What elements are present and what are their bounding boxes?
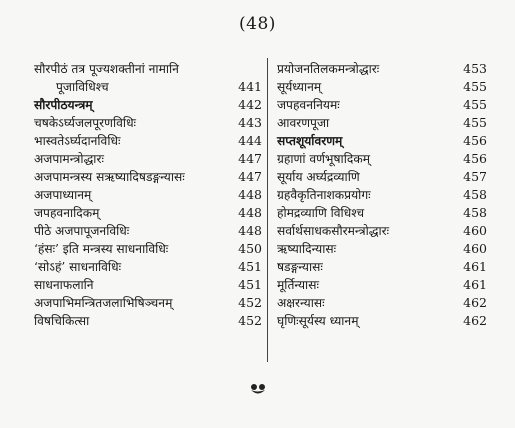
ornament-icon <box>0 380 515 399</box>
toc-entry <box>34 150 262 168</box>
toc-entry-title: ‘हंसः’ इति मन्त्रस्य साधनाविधिः <box>34 242 169 256</box>
toc-entry-page: 441 <box>238 79 262 94</box>
toc-entry-page: 462 <box>463 313 487 328</box>
toc-entry-title: विषचिकित्सा <box>34 314 90 328</box>
toc-entry-page: 461 <box>463 277 487 292</box>
toc-entry-page: 448 <box>238 187 262 202</box>
toc-entry-title: अजपाभिमन्त्रितजलाभिषिञ्चनम् <box>34 296 173 310</box>
toc-entry-title: सौरपीठं तत्र पूज्यशक्तीनां नामानि <box>34 62 179 76</box>
toc-entry <box>34 114 262 132</box>
toc-entry-title: ग्रहाणां वर्णभूषादिकम् <box>277 152 370 166</box>
toc-entry-page: 452 <box>238 295 262 310</box>
toc-entry-title: पीठे अजपापूजनविधिः <box>34 224 130 238</box>
toc-entry-title: अजपामन्त्रस्य सऋष्यादिषडङ्गन्यासः <box>34 170 185 184</box>
toc-entry-page: 455 <box>463 115 487 130</box>
toc-entry-page: 451 <box>238 277 262 292</box>
toc-entry-title: षडङ्गन्यासः <box>277 260 323 274</box>
toc-entry-page: 455 <box>463 97 487 112</box>
toc-entry-title: पूजाविधिश्च <box>56 80 109 94</box>
toc-entry <box>277 294 487 312</box>
toc-entry-title: सप्तशूर्यावरणम् <box>277 134 343 148</box>
toc-entry-title: ऋष्यादिन्यासः <box>277 242 337 256</box>
toc-entry <box>277 204 487 222</box>
toc-left-column <box>34 60 262 330</box>
toc-entry-page: 458 <box>463 205 487 220</box>
toc-entry-page: 447 <box>238 169 262 184</box>
toc-entry-title: अक्षरन्यासः <box>277 296 325 310</box>
toc-entry-page: 457 <box>463 169 487 184</box>
toc-entry <box>277 60 487 78</box>
toc-entry-page: 462 <box>463 295 487 310</box>
toc-entry <box>34 60 262 78</box>
toc-entry-page: 450 <box>238 241 262 256</box>
toc-entry-page: 448 <box>238 205 262 220</box>
toc-entry <box>277 186 487 204</box>
toc-entry <box>34 204 262 222</box>
toc-entry-page: 444 <box>238 133 262 148</box>
toc-entry-title: घृणिःसूर्यस्य ध्यानम् <box>277 314 359 328</box>
toc-right-column <box>277 60 487 330</box>
toc-entry-page: 460 <box>463 241 487 256</box>
toc-entry-page: 461 <box>463 259 487 274</box>
toc-entry-title: प्रयोजनतिलकमन्त्रोद्धारः <box>277 62 380 76</box>
page-number: (48) <box>239 14 276 34</box>
toc-entry <box>277 78 487 96</box>
toc-entry <box>277 240 487 258</box>
toc-entry-title: ग्रहवैकृतिनाशकप्रयोगः <box>277 188 371 202</box>
toc-entry-title: आवरणपूजा <box>277 116 330 130</box>
toc-entry-title: सौरपीठयन्त्रम् <box>34 98 93 112</box>
toc-entry <box>34 294 262 312</box>
toc-entry <box>277 258 487 276</box>
toc-entry-title: साधनाफलानि <box>34 278 94 292</box>
toc-entry <box>34 132 262 150</box>
toc-entry <box>277 96 487 114</box>
toc-entry <box>277 168 487 186</box>
toc-entry-page: 448 <box>238 223 262 238</box>
toc-entry <box>277 132 487 150</box>
toc-entry <box>277 114 487 132</box>
toc-entry-page: 460 <box>463 223 487 238</box>
toc-entry <box>34 276 262 294</box>
toc-entry-title: होमद्रव्याणि विधिश्च <box>277 206 365 220</box>
toc-entry-title: सर्वार्थसाधकसौरमन्त्रोद्धारः <box>277 224 390 238</box>
toc-entry <box>277 312 487 330</box>
toc-entry-page: 458 <box>463 187 487 202</box>
toc-entry-page: 451 <box>238 259 262 274</box>
toc-entry-page: 453 <box>463 61 487 76</box>
toc-entry-title: भास्वतेऽर्घ्यदानविधिः <box>34 134 121 148</box>
column-divider <box>267 58 268 362</box>
toc-entry <box>277 222 487 240</box>
toc-entry-title: ‘सोऽहं’ साधनाविधिः <box>34 260 122 274</box>
toc-entry-page: 443 <box>238 115 262 130</box>
toc-entry-title: जपहवननियमः <box>277 98 340 112</box>
toc-entry-title: जपहवनादिकम् <box>34 206 100 220</box>
toc-entry-page: 455 <box>463 79 487 94</box>
toc-entry-page: 447 <box>238 151 262 166</box>
toc-entry <box>277 150 487 168</box>
toc-entry-page: 442 <box>238 97 262 112</box>
toc-entry <box>34 240 262 258</box>
toc-entry <box>34 258 262 276</box>
toc-entry <box>34 96 262 114</box>
toc-entry-title: अजपामन्त्रोद्धारः <box>34 152 104 166</box>
toc-entry <box>34 312 262 330</box>
toc-entry <box>34 186 262 204</box>
toc-entry-page: 452 <box>238 313 262 328</box>
toc-entry <box>34 168 262 186</box>
toc-entry <box>277 276 487 294</box>
toc-entry-title: मूर्तिन्यासः <box>277 278 319 292</box>
toc-entry-title: सूर्याय अर्घ्यद्रव्याणि <box>277 170 360 184</box>
toc-entry-title: चषकेऽर्घ्यजलपूरणविधिः <box>34 116 137 130</box>
toc-entry-page: 456 <box>463 151 487 166</box>
toc-entry-title: अजपाध्यानम् <box>34 188 92 202</box>
toc-entry <box>34 78 262 96</box>
toc-entry-title: सूर्यध्यानम् <box>277 80 322 94</box>
toc-entry <box>34 222 262 240</box>
toc-entry-page: 456 <box>463 133 487 148</box>
